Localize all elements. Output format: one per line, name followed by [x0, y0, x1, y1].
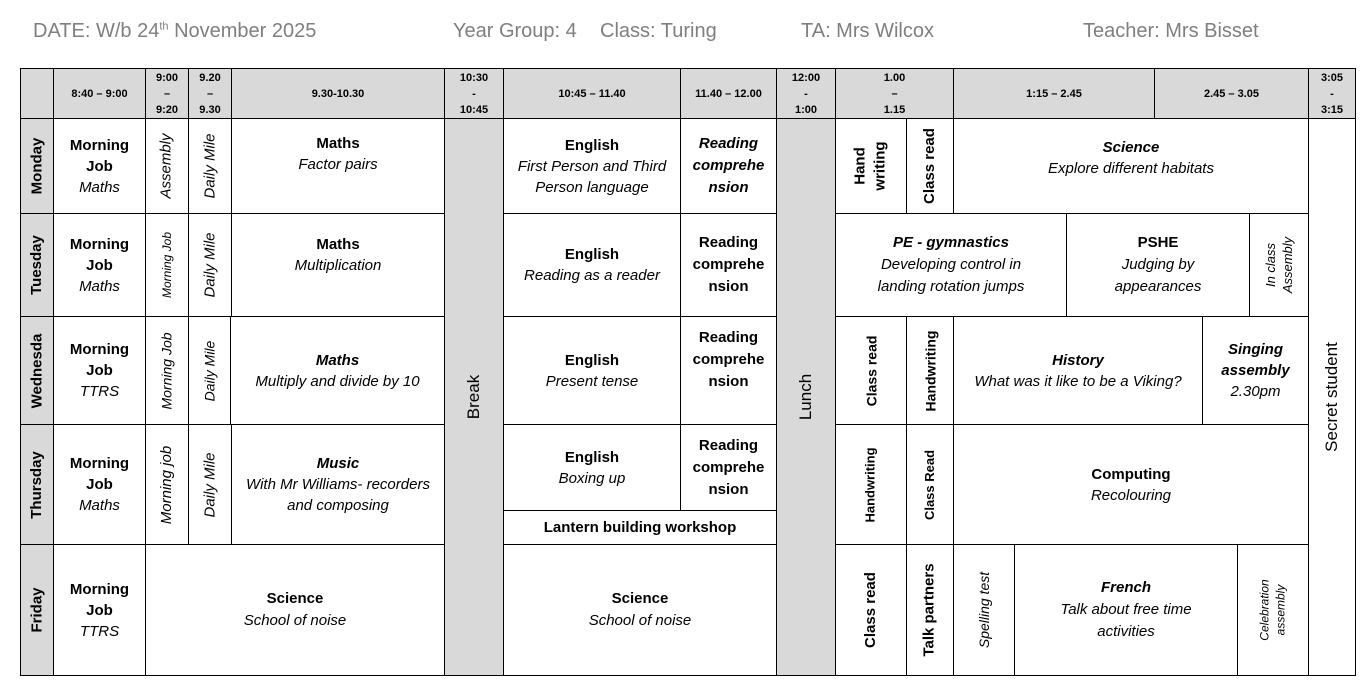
- fri-science-midmorning: Science School of noise: [503, 544, 777, 676]
- wed-english: English Present tense: [503, 316, 681, 425]
- wed-daily-mile: Daily Mile: [188, 316, 231, 425]
- mon-assembly: Assembly: [145, 118, 189, 214]
- fri-class-read: Class read: [835, 544, 907, 676]
- time-header-9: 1.00 – 1.15: [835, 68, 954, 119]
- corner-cell: [20, 68, 54, 119]
- wed-morning-job: Morning Job TTRS: [53, 316, 146, 425]
- tue-pshe: PSHE Judging by appearances: [1066, 213, 1250, 317]
- mon-class-read: Class read: [906, 118, 954, 214]
- day-tuesday: Tuesday: [20, 213, 54, 317]
- time-header-11: 2.45 – 3.05: [1154, 68, 1309, 119]
- date-label: DATE: W/b 24th November 2025: [33, 20, 317, 42]
- mon-science: Science Explore different habitats: [953, 118, 1309, 214]
- break-column: Break: [444, 118, 504, 676]
- time-header-4: 9.30-10.30: [231, 68, 445, 119]
- wed-singing-assembly: Singing assembly 2.30pm: [1202, 316, 1309, 425]
- day-friday: Friday: [20, 544, 54, 676]
- time-header-10: 1:15 – 2.45: [953, 68, 1155, 119]
- tue-morning-job: Morning Job Maths: [53, 213, 146, 317]
- fri-morning-job: Morning Job TTRS: [53, 544, 146, 676]
- tue-pe: PE - gymnastics Developing control in landing rotation jumps: [835, 213, 1067, 317]
- mon-daily-mile: Daily Mile: [188, 118, 232, 214]
- thu-morning-job: Morning Job Maths: [53, 424, 146, 545]
- thu-handwriting: Handwriting: [835, 424, 907, 545]
- mon-english: English First Person and Third Person language: [503, 118, 681, 214]
- time-header-12: 3:05 - 3:15: [1308, 68, 1356, 119]
- class-label: Class: Turing: [600, 20, 717, 42]
- fri-french: French Talk about free time activities: [1014, 544, 1238, 676]
- mon-morning-job: Morning Job Maths: [53, 118, 146, 214]
- time-header-5: 10:30 - 10:45: [444, 68, 504, 119]
- thu-lantern-workshop: Lantern building workshop: [503, 510, 777, 545]
- fri-science-morning: Science School of noise: [145, 544, 445, 676]
- time-header-3: 9.20 – 9.30: [188, 68, 232, 119]
- wed-handwriting: Handwriting: [906, 316, 954, 425]
- wed-class-read: Class read: [835, 316, 907, 425]
- time-header-6: 10:45 – 11.40: [503, 68, 681, 119]
- thu-class-read: Class Read: [906, 424, 954, 545]
- wed-maths: Maths Multiply and divide by 10: [230, 316, 445, 425]
- year-group-label: Year Group: 4: [453, 20, 577, 42]
- tue-morning-job-rotated: Morning Job: [145, 213, 189, 317]
- tue-daily-mile: Daily Mile: [188, 213, 232, 317]
- mon-reading: Reading comprehe nsion: [680, 118, 777, 214]
- secret-student-column: Secret student: [1308, 118, 1356, 676]
- lunch-column: Lunch: [776, 118, 836, 676]
- wed-morning-job-rotated: Morning Job: [145, 316, 189, 425]
- fri-talk-partners: Talk partners: [906, 544, 954, 676]
- wed-reading: Reading comprehe nsion: [680, 316, 777, 425]
- tue-reading: Reading comprehe nsion: [680, 213, 777, 317]
- thu-english: English Boxing up: [503, 424, 681, 511]
- thu-daily-mile: Daily Mile: [188, 424, 232, 545]
- tue-english: English Reading as a reader: [503, 213, 681, 317]
- day-monday: Monday: [20, 118, 54, 214]
- teacher-label: Teacher: Mrs Bisset: [1083, 20, 1259, 42]
- mon-maths: Maths Factor pairs: [231, 118, 445, 214]
- thu-morning-job-rotated: Morning job: [145, 424, 189, 545]
- fri-celebration-assembly: Celebration assembly: [1237, 544, 1309, 676]
- time-header-1: 8:40 – 9:00: [53, 68, 146, 119]
- wed-history: History What was it like to be a Viking?: [953, 316, 1203, 425]
- thu-reading: Reading comprehe nsion: [680, 424, 777, 511]
- time-header-8: 12:00 - 1:00: [776, 68, 836, 119]
- mon-handwriting: Hand writing: [835, 118, 907, 214]
- day-wednesday: Wednesda: [20, 316, 54, 425]
- time-header-2: 9:00 – 9:20: [145, 68, 189, 119]
- day-thursday: Thursday: [20, 424, 54, 545]
- fri-spelling-test: Spelling test: [953, 544, 1015, 676]
- tue-in-class-assembly: In class Assembly: [1249, 213, 1309, 317]
- tue-maths: Maths Multiplication: [231, 213, 445, 317]
- time-header-7: 11.40 – 12.00: [680, 68, 777, 119]
- thu-music: Music With Mr Williams- recorders and composing: [231, 424, 445, 545]
- ta-label: TA: Mrs Wilcox: [801, 20, 934, 42]
- thu-computing: Computing Recolouring: [953, 424, 1309, 545]
